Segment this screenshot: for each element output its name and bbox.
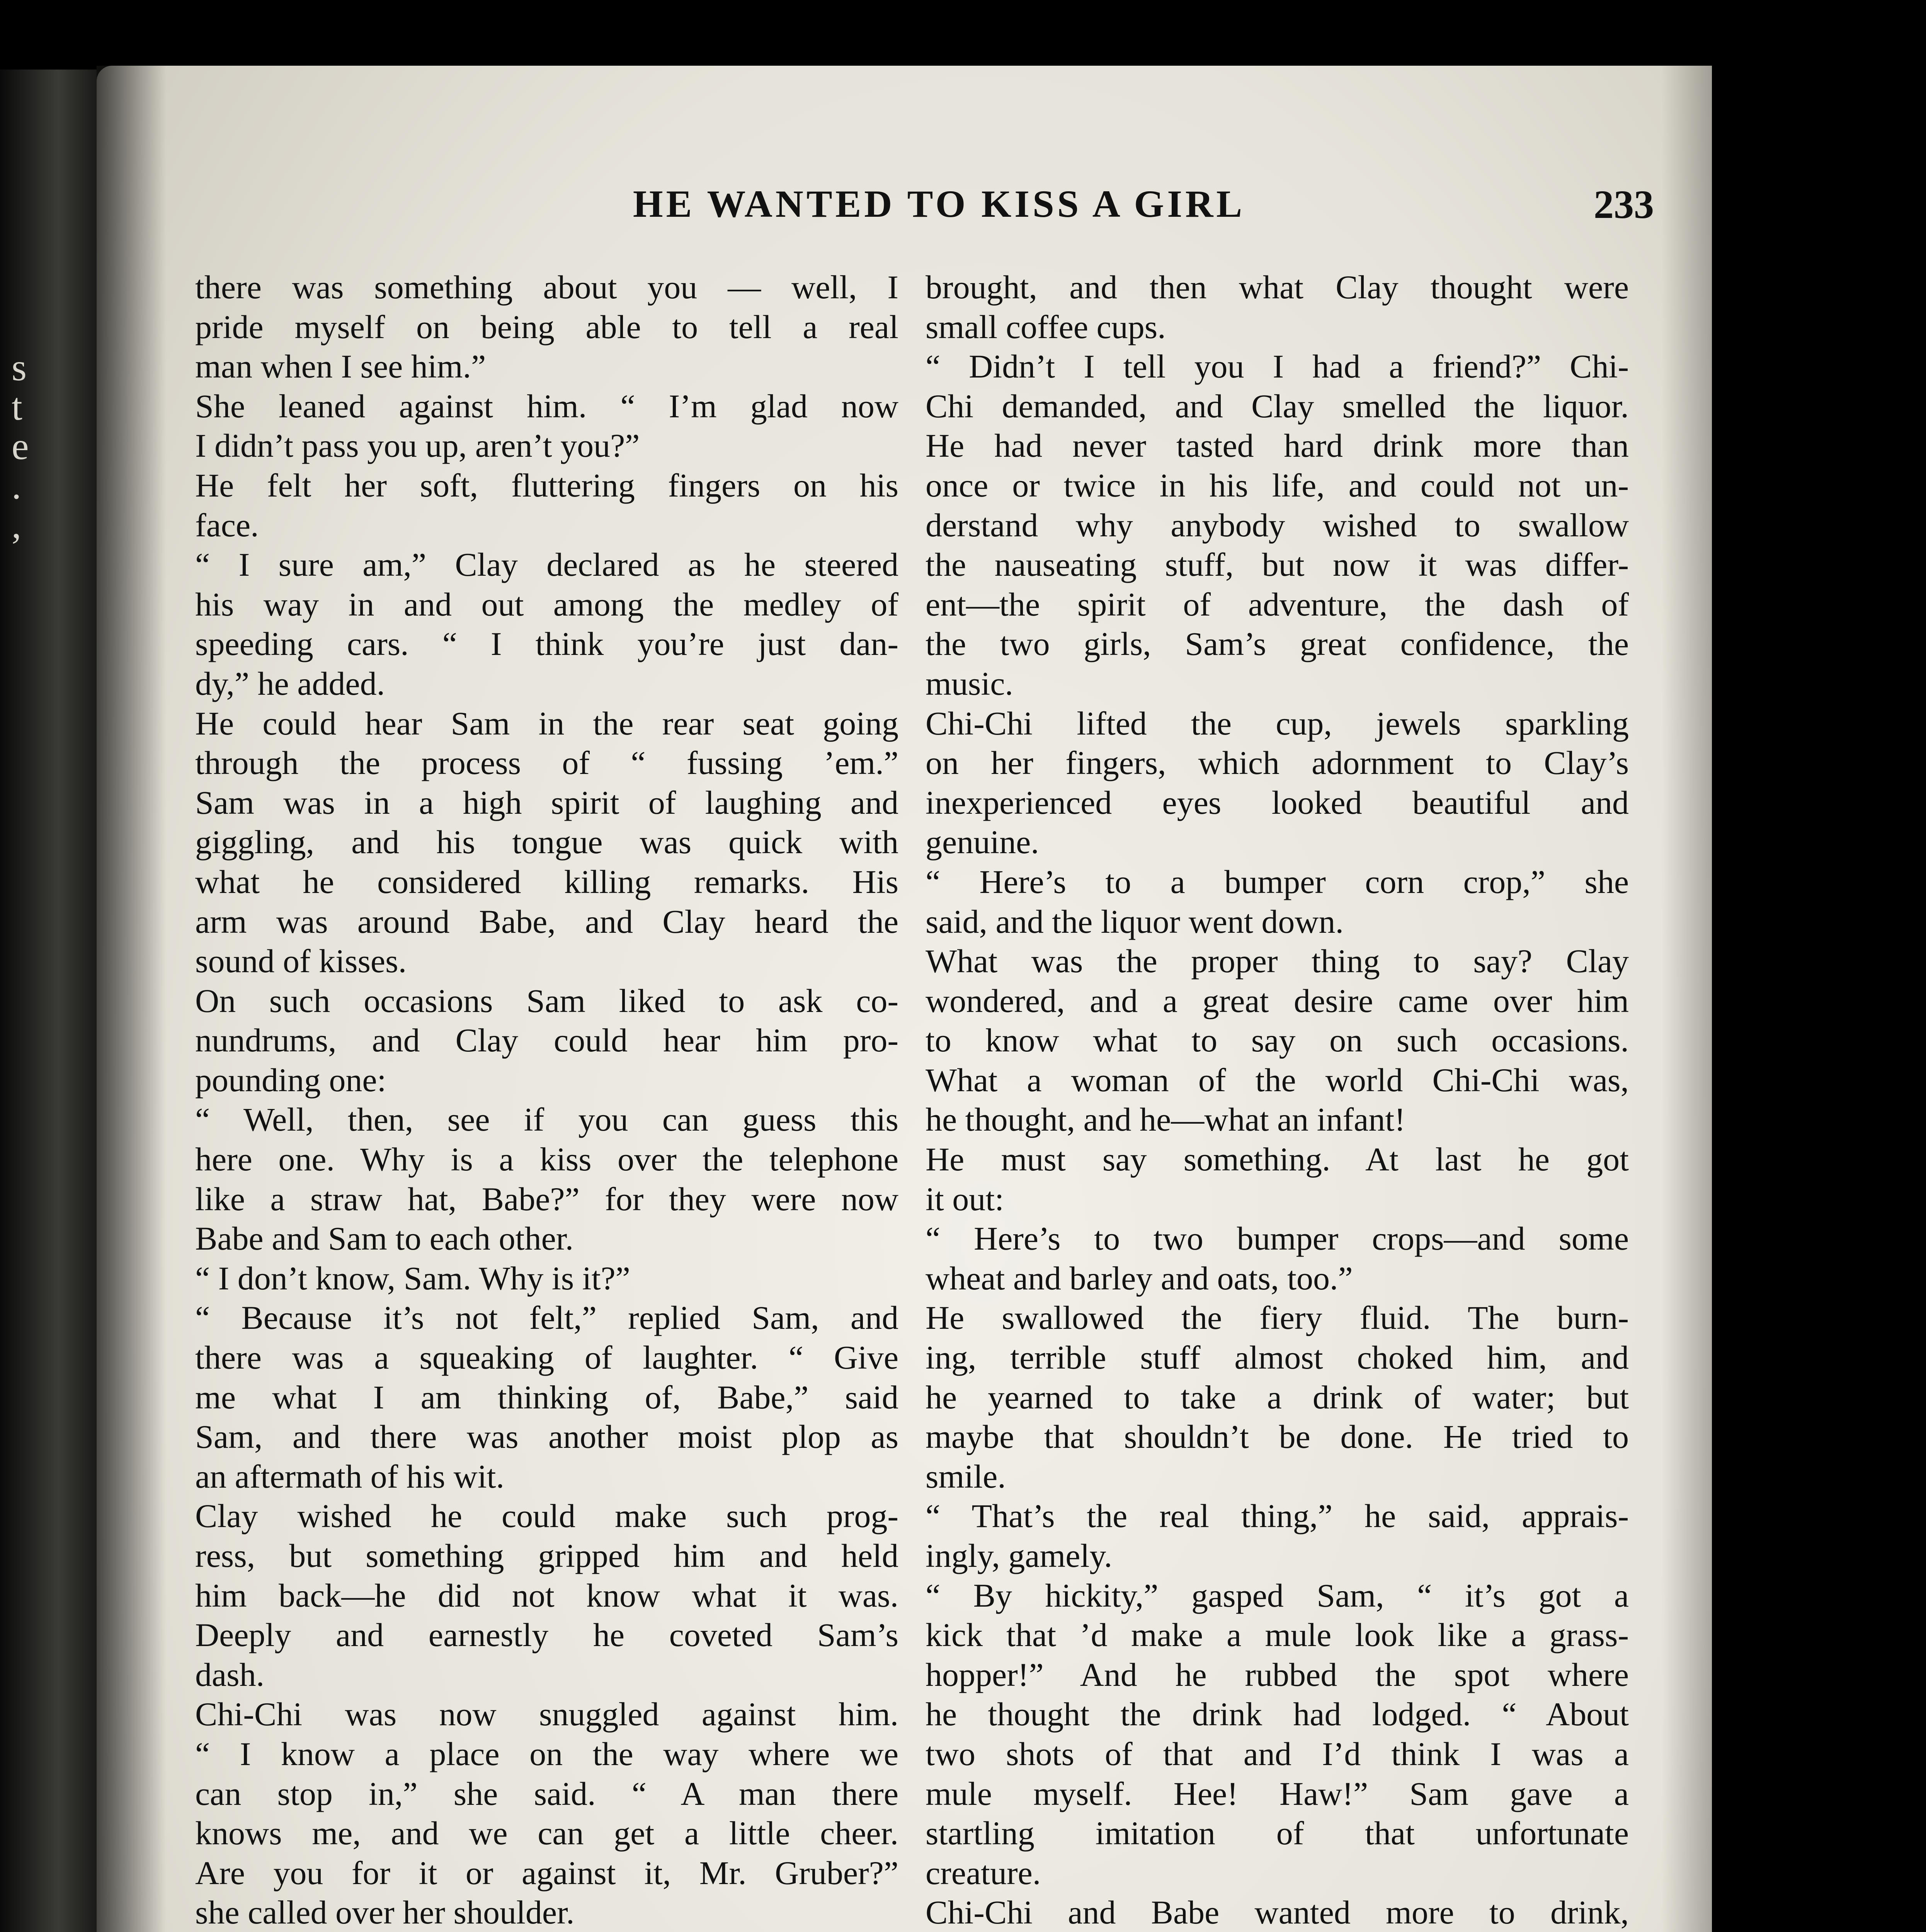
text-line: He felt her soft, fluttering fingers on his <box>195 466 898 504</box>
text-line: like a straw hat, Babe?” for they were now <box>195 1180 898 1218</box>
text-line: knows me, and we can get a little cheer. <box>195 1815 898 1852</box>
text-line: startling imitation of that unfortunate <box>926 1815 1629 1852</box>
text-line: brought, and then what Clay thought were <box>926 269 1629 306</box>
text-line: “ That’s the real thing,” he said, apprais- <box>926 1497 1629 1535</box>
text-line: giggling, and his tongue was quick with <box>195 823 898 861</box>
text-line: to know what to say on such occasions. <box>926 1022 1629 1059</box>
text-line: She leaned against him. “ I’m glad now <box>195 387 898 425</box>
text-line: through the process of “ fussing ’em.” <box>195 744 898 782</box>
text-line: his way in and out among the medley of <box>195 585 898 623</box>
text-line: what he considered killing remarks. His <box>195 863 898 900</box>
text-line: an aftermath of his wit. <box>195 1458 505 1495</box>
text-line: wondered, and a great desire came over him <box>926 982 1629 1019</box>
text-line: man when I see him.” <box>195 348 486 385</box>
text-line: Are you for it or against it, Mr. Gruber?” <box>195 1854 898 1891</box>
text-line: mule myself. Hee! Haw!” Sam gave a <box>926 1775 1629 1812</box>
text-line: kick that ’d make a mule look like a grass- <box>926 1616 1629 1654</box>
text-line: speeding cars. “ I think you’re just dan- <box>195 625 898 663</box>
text-line: inexperienced eyes looked beautiful and <box>926 784 1629 821</box>
text-line: said, and the liquor went down. <box>926 903 1344 940</box>
text-line: small coffee cups. <box>926 308 1166 345</box>
text-line: Chi demanded, and Clay smelled the liquor. <box>926 387 1629 425</box>
text-line: him back—he did not know what it was. <box>195 1577 898 1614</box>
text-line: What a woman of the world Chi-Chi was, <box>926 1061 1629 1099</box>
text-line: once or twice in his life, and could not un- <box>926 466 1629 504</box>
text-line: genuine. <box>926 823 1039 861</box>
text-line: music. <box>926 665 1013 702</box>
text-line: dy,” he added. <box>195 665 385 702</box>
text-line: “ By hickity,” gasped Sam, “ it’s got a <box>926 1577 1629 1614</box>
text-line: Sam, and there was another moist plop as <box>195 1418 898 1456</box>
text-line: Chi-Chi and Babe wanted more to drink, <box>926 1894 1629 1931</box>
text-line: Deeply and earnestly he coveted Sam’s <box>195 1616 898 1654</box>
text-line: maybe that shouldn’t be done. He tried to <box>926 1418 1629 1456</box>
text-line: “ Didn’t I tell you I had a friend?” Chi- <box>926 348 1629 385</box>
text-line: “ Because it’s not felt,” replied Sam, and <box>195 1299 898 1337</box>
text-line: derstand why anybody wished to swallow <box>926 506 1629 544</box>
text-line: wheat and barley and oats, too.” <box>926 1259 1353 1297</box>
text-line: dash. <box>195 1656 265 1693</box>
text-line: the nauseating stuff, but now it was differ- <box>926 546 1629 583</box>
text-line: “ I don’t know, Sam. Why is it?” <box>195 1259 630 1297</box>
text-line: He must say something. At last he got <box>926 1141 1629 1178</box>
text-line: he thought the drink had lodged. “ About <box>926 1696 1629 1733</box>
text-line: on her fingers, which adornment to Clay’s <box>926 744 1629 782</box>
text-line: pride myself on being able to tell a real <box>195 308 898 345</box>
text-line: hopper!” And he rubbed the spot where <box>926 1656 1629 1693</box>
text-line: “ I sure am,” Clay declared as he steered <box>195 546 898 583</box>
text-line: he thought, and he—what an infant! <box>926 1101 1405 1138</box>
text-line: there was something about you — well, I <box>195 269 898 306</box>
right-text-column <box>926 267 1629 1932</box>
facing-page-edge <box>0 70 97 1932</box>
text-line: ress, but something gripped him and held <box>195 1537 898 1574</box>
page-number: 233 <box>1594 182 1654 227</box>
text-line: pounding one: <box>195 1061 386 1099</box>
text-line: sound of kisses. <box>195 942 407 980</box>
running-head: HE WANTED TO KISS A GIRL <box>633 182 1245 225</box>
text-line: “ Well, then, see if you can guess this <box>195 1101 898 1138</box>
text-line: What was the proper thing to say? Clay <box>926 942 1629 980</box>
text-line: here one. Why is a kiss over the telephone <box>195 1141 898 1178</box>
text-line: ent—the spirit of adventure, the dash of <box>926 585 1629 623</box>
text-line: He could hear Sam in the rear seat going <box>195 704 898 742</box>
text-line: the two girls, Sam’s great confidence, the <box>926 625 1629 663</box>
text-line: He swallowed the fiery fluid. The burn- <box>926 1299 1629 1337</box>
text-line: I didn’t pass you up, aren’t you?” <box>195 427 640 464</box>
text-line: He had never tasted hard drink more than <box>926 427 1629 464</box>
text-line: arm was around Babe, and Clay heard the <box>195 903 898 940</box>
facing-letter: . <box>12 464 21 507</box>
text-line: two shots of that and I’d think I was a <box>926 1735 1629 1772</box>
text-line: she called over her shoulder. <box>195 1894 575 1931</box>
text-line: smile. <box>926 1458 1006 1495</box>
text-line: creature. <box>926 1854 1041 1891</box>
text-line: face. <box>195 506 259 544</box>
text-line: me what I am thinking of, Babe,” said <box>195 1378 898 1416</box>
text-line: nundrums, and Clay could hear him pro- <box>195 1022 898 1059</box>
text-line: ing, terrible stuff almost choked him, and <box>926 1339 1629 1376</box>
gutter-shadow <box>97 66 166 1932</box>
facing-letter: t <box>12 385 22 428</box>
text-line: Chi-Chi was now snuggled against him. <box>195 1696 898 1733</box>
facing-page-letters <box>12 348 35 545</box>
text-line: it out: <box>926 1180 1004 1218</box>
text-line: “ Here’s to a bumper corn crop,” she <box>926 863 1629 900</box>
text-line: Sam was in a high spirit of laughing and <box>195 784 898 821</box>
text-line: can stop in,” she said. “ A man there <box>195 1775 898 1812</box>
text-line: On such occasions Sam liked to ask co- <box>195 982 898 1019</box>
text-line: Clay wished he could make such prog- <box>195 1497 898 1535</box>
facing-letter: , <box>12 503 21 546</box>
text-line: Chi-Chi lifted the cup, jewels sparkling <box>926 704 1629 742</box>
left-text-column <box>195 267 898 1932</box>
text-line: ingly, gamely. <box>926 1537 1113 1574</box>
text-line: he yearned to take a drink of water; but <box>926 1378 1629 1416</box>
facing-letter: e <box>12 425 29 468</box>
facing-letter: s <box>12 346 27 389</box>
page-edge-shadow <box>1662 66 1712 1932</box>
text-line: Babe and Sam to each other. <box>195 1220 574 1257</box>
text-line: there was a squeaking of laughter. “ Give <box>195 1339 898 1376</box>
text-line: “ Here’s to two bumper crops—and some <box>926 1220 1629 1257</box>
text-line: “ I know a place on the way where we <box>195 1735 898 1772</box>
